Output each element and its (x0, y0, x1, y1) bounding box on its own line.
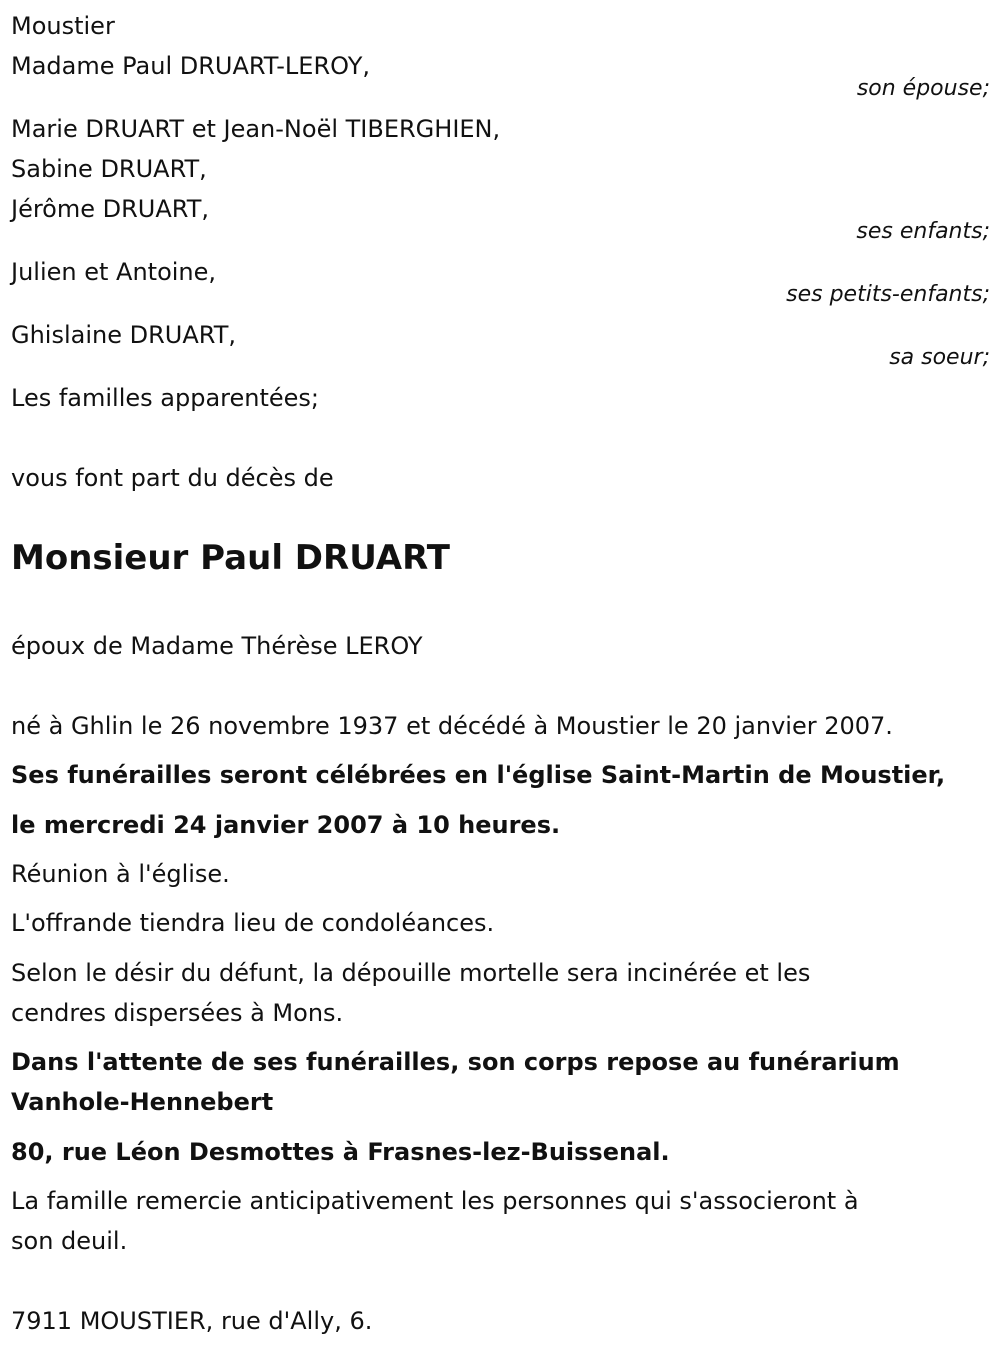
footer-address: 7911 MOUSTIER, rue d'Ally, 6. (11, 1307, 373, 1335)
sister-name: Ghislaine DRUART, (11, 321, 236, 349)
children-relation: ses enfants; (856, 219, 990, 244)
wish-line-1: Selon le désir du défunt, la dépouille mortelle sera incinérée et les (11, 959, 811, 987)
child-1: Marie DRUART et Jean-Noël TIBERGHIEN, (11, 115, 501, 143)
meeting-line: Réunion à l'église. (11, 860, 230, 888)
thanks-line-1: La famille remercie anticipativement les personnes qui s'associeront à (11, 1187, 859, 1215)
spouse-of-line: époux de Madame Thérèse LEROY (11, 632, 423, 660)
deceased-name: Monsieur Paul DRUART (11, 538, 450, 578)
thanks-line-2: son deuil. (11, 1227, 128, 1255)
funerarium-address: 80, rue Léon Desmottes à Frasnes-lez-Buissenal. (11, 1138, 670, 1166)
header-place: Moustier (11, 12, 115, 40)
grandchildren-names: Julien et Antoine, (11, 258, 217, 286)
birth-death-line: né à Ghlin le 26 novembre 1937 et décédé à Moustier le 20 janvier 2007. (11, 712, 893, 740)
offering-line: L'offrande tiendra lieu de condoléances. (11, 909, 495, 937)
funeral-line-1: Ses funérailles seront célébrées en l'église Saint-Martin de Moustier, (11, 761, 946, 789)
child-3: Jérôme DRUART, (11, 195, 209, 223)
spouse-relation: son épouse; (856, 76, 990, 101)
child-2: Sabine DRUART, (11, 155, 207, 183)
wish-line-2: cendres dispersées à Mons. (11, 999, 344, 1027)
spouse-name: Madame Paul DRUART-LEROY, (11, 52, 371, 80)
rest-line-2: Vanhole-Hennebert (11, 1088, 274, 1116)
funeral-line-2: le mercredi 24 janvier 2007 à 10 heures. (11, 811, 561, 839)
sister-relation: sa soeur; (889, 345, 990, 370)
relatives-line: Les familles apparentées; (11, 384, 320, 412)
rest-line-1: Dans l'attente de ses funérailles, son corps repose au funérarium (11, 1048, 900, 1076)
announcement-intro: vous font part du décès de (11, 464, 334, 492)
grandchildren-relation: ses petits-enfants; (786, 282, 990, 307)
